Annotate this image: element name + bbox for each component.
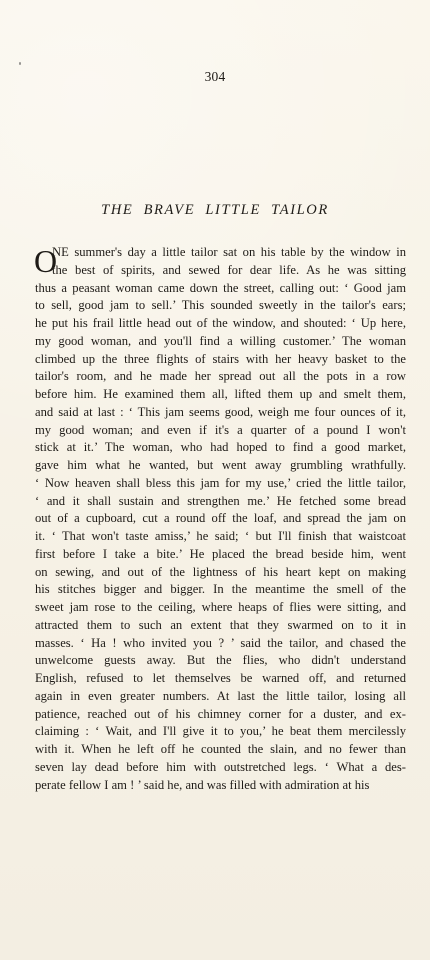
chapter-title: THE BRAVE LITTLE TAILOR: [101, 202, 329, 218]
text-line: he put his frail little head out of the window, and shouted: ‘ Up here,: [35, 316, 406, 330]
text-line: before him. He examined them all, lifted them up and smelt them,: [35, 387, 406, 401]
text-line: first before I take a bite.’ He placed the bread beside him, went: [35, 546, 406, 561]
paper-speck: [19, 62, 21, 65]
text-line: to sell, good jam to sell.’ This sounded sweetly in the tailor's ears;: [35, 298, 406, 313]
first-line-text: NE summer's day a little tailor sat on his table by the window in: [52, 245, 406, 259]
text-line: ‘ Now heaven shall bless this jam for my use,’ cried the little tailor,: [35, 475, 406, 490]
text-line: unwelcome guests away. But the flies, who didn't understand: [35, 653, 406, 668]
text-line: English, refused to let themselves be warned off, and returned: [35, 671, 406, 685]
text-line: patience, reached out of his chimney corner for a duster, and ex-: [35, 706, 406, 721]
body-text: [35, 244, 406, 794]
page-number: 304: [204, 69, 226, 84]
text-line: again in even greater numbers. At last the little tailor, losing all: [35, 688, 406, 703]
text-line: attracted them to such an extent that they swarmed on to it in: [35, 617, 406, 632]
text-line: stick at it.’ The woman, who had hoped to find a good market,: [35, 440, 406, 455]
text-line: and said at last : ‘ This jam seems good, weigh me four ounces of it,: [35, 404, 406, 419]
text-line: on sewing, and out of the lightness of his heart kept on making: [35, 564, 406, 579]
text-line: seven lay dead before him with outstretched legs. ‘ What a des-: [35, 759, 406, 774]
text-line: tailor's room, and he made her spread out all the pots in a row: [35, 369, 406, 384]
text-line: the best of spirits, and sewed for dear life. As he was sitting: [52, 262, 406, 277]
text-line: thus a peasant woman came down the street, calling out: ‘ Good jam: [35, 280, 406, 295]
text-line: climbed up the three flights of stairs with her heavy basket to the: [35, 351, 406, 366]
text-line: gave him what he wanted, but went away grumbling wrathfully.: [35, 458, 406, 472]
text-line: with it. When he left off he counted the slain, and no fewer than: [35, 742, 406, 756]
text-line: out of a cupboard, cut a round off the loaf, and spread the jam on: [35, 511, 406, 526]
text-line: it. ‘ That won't taste amiss,’ he said; ‘ but I'll finish that waistcoat: [35, 529, 406, 543]
text-line: sweet jam rose to the ceiling, where heaps of flies were sitting, and: [35, 600, 406, 614]
text-line: claiming : ‘ Wait, and I'll give it to you,’ he beat them mercilessly: [35, 724, 406, 739]
drop-cap: O: [34, 243, 58, 279]
text-line: his stitches bigger and bigger. In the meantime the smell of the: [35, 582, 406, 597]
text-line: my good woman, and you'll find a willing customer.’ The woman: [35, 333, 406, 348]
text-line: ‘ and it shall sustain and strengthen me.’ He fetched some bread: [35, 493, 406, 508]
text-line: my good woman; and even if it's a quarter of a pound I won't: [35, 422, 406, 437]
text-line: perate fellow I am ! ’ said he, and was filled with admiration at his: [35, 777, 370, 792]
text-line: masses. ‘ Ha ! who invited you ? ’ said the tailor, and chased the: [35, 635, 406, 650]
